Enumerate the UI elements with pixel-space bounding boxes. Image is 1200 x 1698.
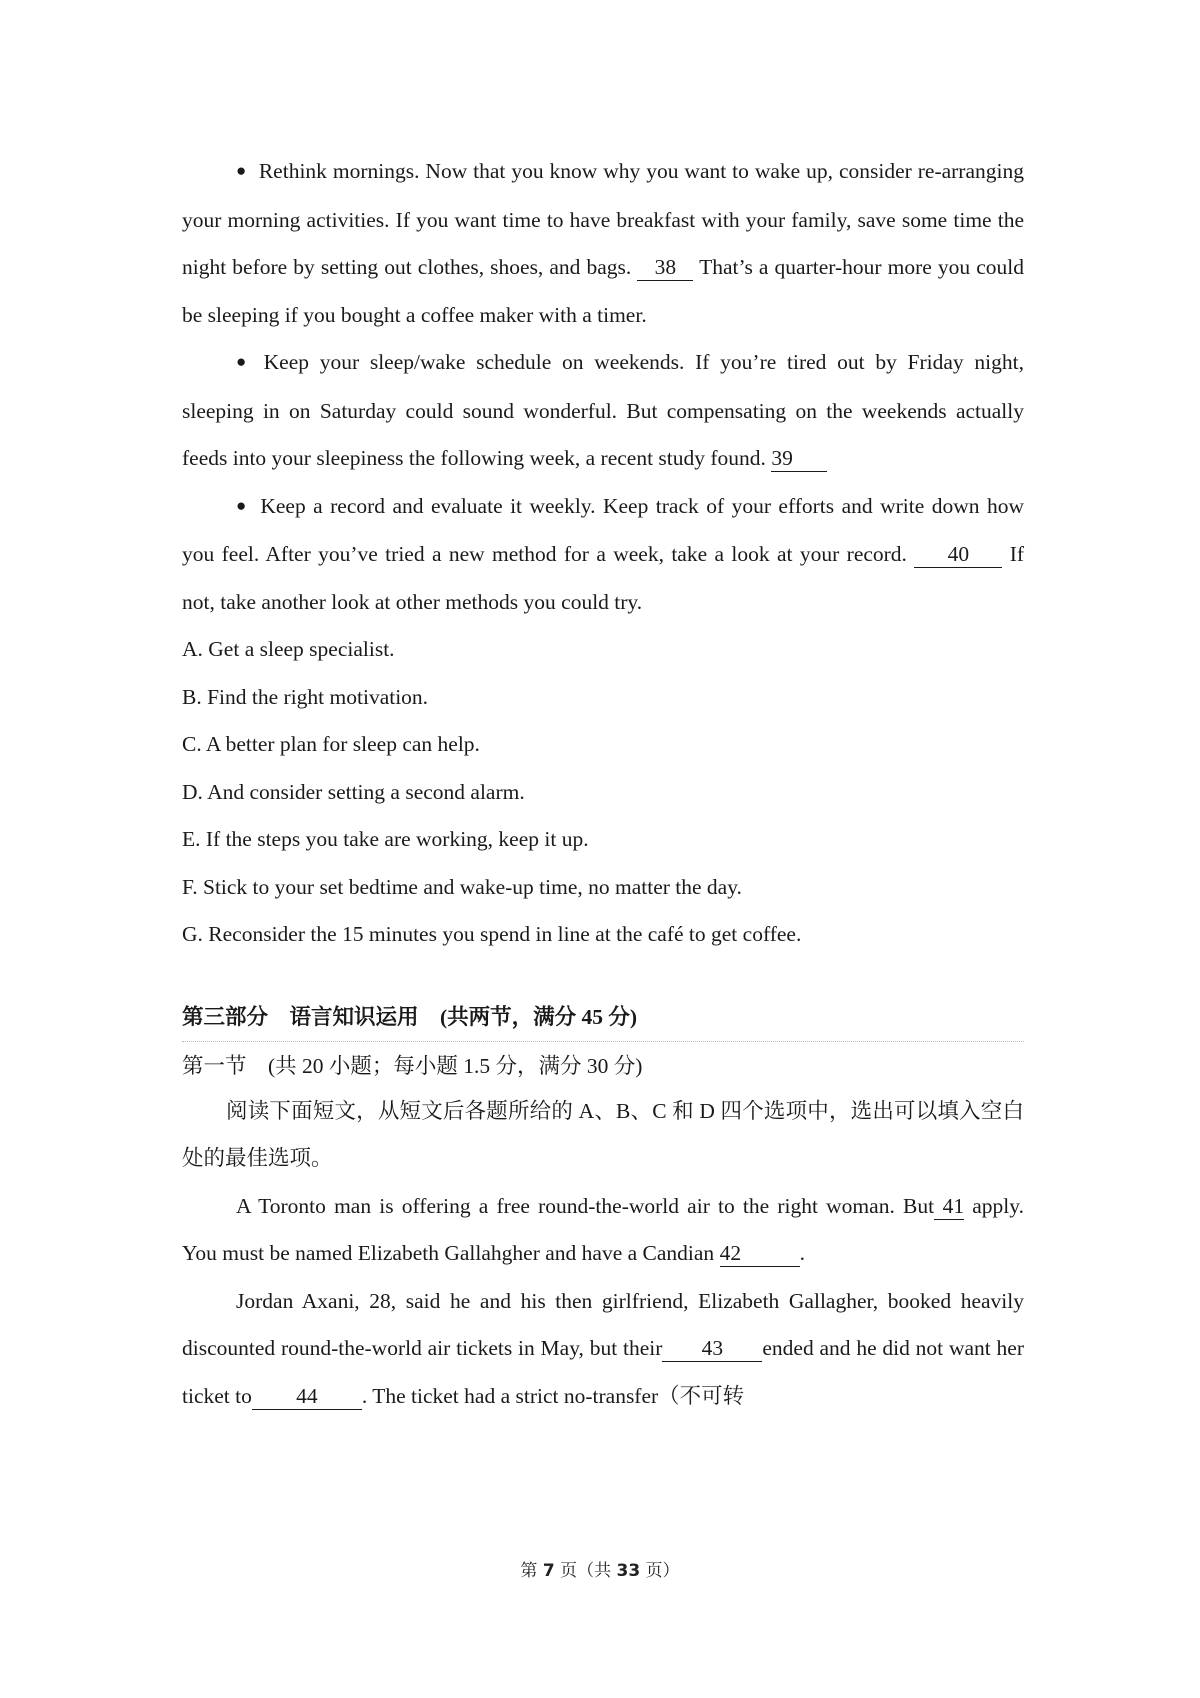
paragraph-text: A Toronto man is offering a free round-the-world air to the right woman. But bbox=[236, 1193, 935, 1218]
divider bbox=[182, 1041, 1024, 1042]
paragraph-text: Rethink mornings. Now that you know why you want to wake up, consider re-arranging your morning activities. If you want time to have breakfast with your family, save some time the night before by setting out clothes, shoes, and bags. bbox=[182, 159, 1024, 279]
paragraph-text: . The ticket had a strict no-transfer（不可转 bbox=[361, 1383, 745, 1408]
section-heading: 第一节 (共 20 小题；每小题 1.5 分，满分 30 分) bbox=[182, 1053, 643, 1078]
option-b: B. Find the right motivation. bbox=[182, 684, 429, 709]
option-e: E. If the steps you take are working, keep it up. bbox=[182, 827, 589, 851]
blank-41[interactable]: 41 bbox=[934, 1193, 964, 1220]
blank-43[interactable]: 43 bbox=[662, 1335, 762, 1362]
blank-44[interactable]: 44 bbox=[252, 1383, 362, 1410]
paragraph-rethink-mornings bbox=[182, 148, 1024, 339]
page-number: 7 bbox=[542, 1561, 555, 1581]
paragraph-keep-record bbox=[182, 483, 1024, 627]
page-content bbox=[182, 148, 1024, 1420]
cloze-paragraph-2 bbox=[182, 1278, 1024, 1421]
blank-39[interactable]: 39 bbox=[771, 445, 827, 472]
option-d: D. And consider setting a second alarm. bbox=[182, 779, 525, 804]
paragraph-text: If not, take another look at other methods you could try. bbox=[182, 542, 1025, 614]
blank-42[interactable]: 42 bbox=[720, 1240, 800, 1267]
paragraph-text: . bbox=[799, 1241, 805, 1265]
paragraph-text: That’s a quarter-hour more you could be sleeping if you bought a coffee maker with a timer. bbox=[182, 255, 1025, 327]
option-g: G. Reconsider the 15 minutes you spend in line at the café to get coffee. bbox=[182, 922, 802, 946]
page-footer bbox=[0, 1556, 1200, 1581]
total-pages: 33 bbox=[616, 1561, 641, 1581]
footer-text: 页（共 bbox=[560, 1561, 612, 1581]
option-a: A. Get a sleep specialist. bbox=[182, 637, 395, 661]
footer-text: 页） bbox=[645, 1561, 680, 1581]
paragraph-text: apply. You must be named Elizabeth Gallahgher and have a Candian bbox=[182, 1193, 1025, 1265]
paragraph-weekend-schedule bbox=[182, 339, 1024, 483]
paragraph-text: ended and he did not want her ticket to bbox=[182, 1336, 1024, 1408]
paragraph-text: Keep your sleep/wake schedule on weekends. If you’re tired out by Friday night, sleeping in on Saturday could sound wonderful. But compensating on the weekends actually feeds into your sleepiness the following week, a recent study found. bbox=[182, 350, 1024, 470]
blank-38[interactable]: 38 bbox=[637, 254, 693, 281]
cloze-paragraph-1 bbox=[182, 1183, 1024, 1278]
instructions: 阅读下面短文，从短文后各题所给的 A、B、C 和 D 四个选项中，选出可以填入空白处的最佳选项。 bbox=[182, 1098, 1024, 1170]
blank-40[interactable]: 40 bbox=[914, 541, 1002, 568]
paragraph-text: Keep a record and evaluate it weekly. Keep track of your efforts and write down how you feel. After you’ve tried a new method for a week, take a look at your record. bbox=[182, 493, 1024, 566]
part3-title: 第三部分 语言知识运用 (共两节，满分 45 分) bbox=[182, 1004, 638, 1029]
footer-text: 第 bbox=[520, 1561, 538, 1581]
paragraph-text: Jordan Axani, 28, said he and his then girlfriend, Elizabeth Gallagher, booked heavily discounted round-the-world air tickets in May, but their bbox=[182, 1288, 1024, 1360]
option-c: C. A better plan for sleep can help. bbox=[182, 732, 480, 756]
option-f: F. Stick to your set bedtime and wake-up time, no matter the day. bbox=[182, 874, 742, 899]
